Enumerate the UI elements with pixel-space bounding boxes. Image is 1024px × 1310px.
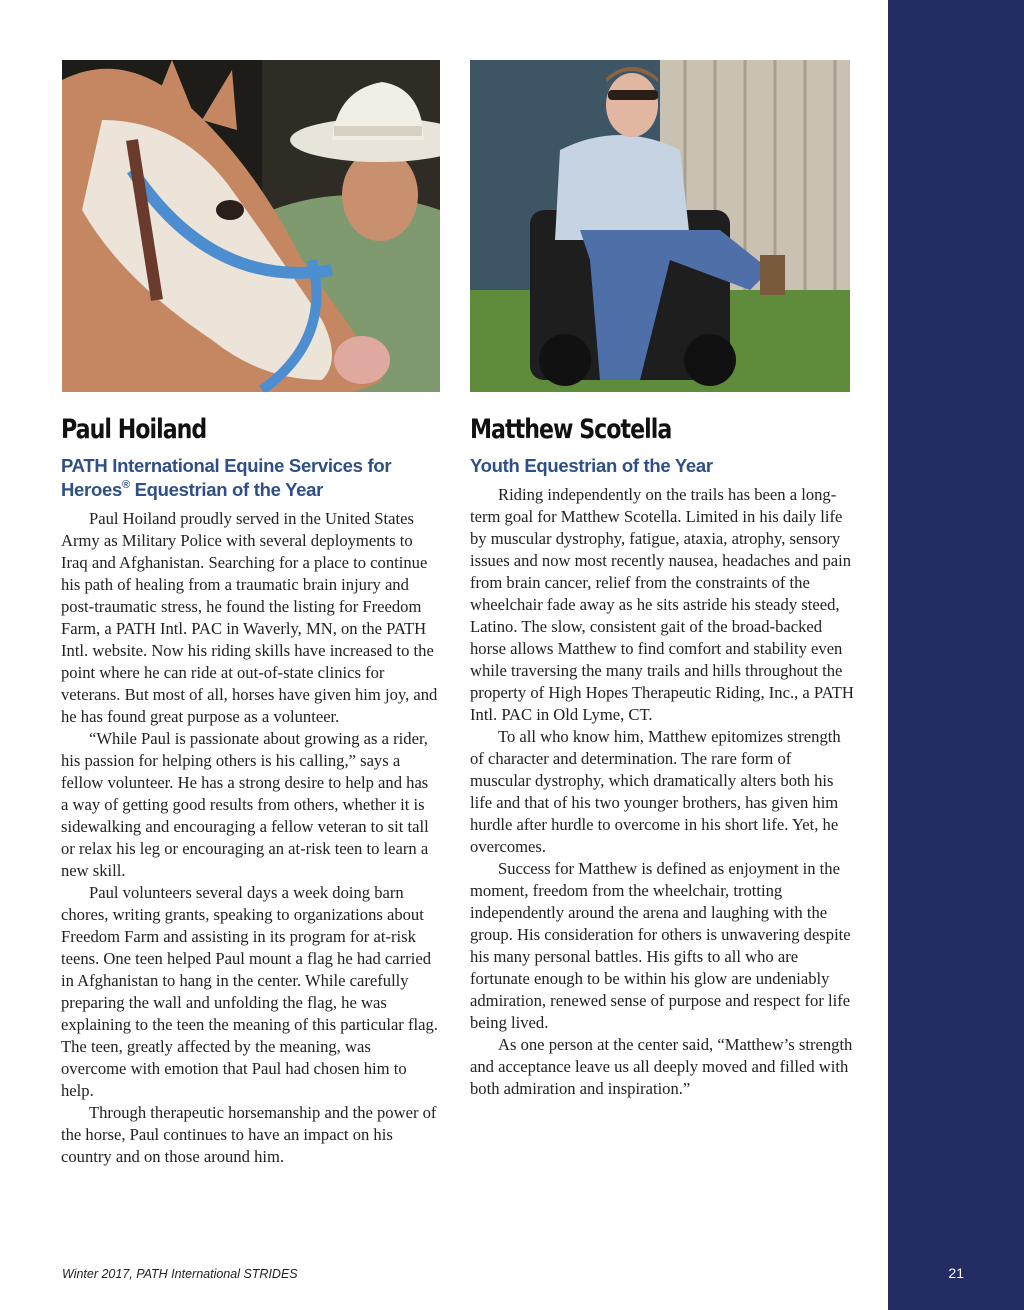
registered-mark: ®	[121, 479, 130, 491]
article-body	[61, 508, 439, 1168]
paul-hoiland-photo	[62, 60, 440, 392]
profile-name: Paul Hoiland	[61, 414, 207, 445]
profile-name: Matthew Scotella	[470, 414, 672, 445]
left-column	[61, 410, 439, 1168]
award-title: Youth Equestrian of the Year	[470, 455, 713, 476]
award-title	[61, 454, 439, 502]
award-title-line1: PATH International Equine Services for	[61, 455, 392, 476]
award-title-line2a: Heroes	[61, 479, 122, 500]
page-number: 21	[948, 1265, 964, 1281]
issue-footer: Winter 2017, PATH International STRIDES	[62, 1267, 298, 1281]
paragraph: Paul volunteers several days a week doing barn chores, writing grants, speaking to organizations about Freedom Farm and assisting in its program for at-risk teens. One teen helped Paul mount a flag he had carried in Afghanistan to hang in the center. While carefully preparing the wall and unfolding the flag, he was explaining to the teen the meaning of this particular flag. The teen, greatly affected by the meaning, was overcome with emotion that Paul had chosen him to help.	[61, 883, 438, 1100]
paragraph: Through therapeutic horsemanship and the power of the horse, Paul continues to have an impact on his country and on those around him.	[61, 1103, 437, 1166]
award-title-line2b: Equestrian of the Year	[129, 479, 323, 500]
paragraph: “While Paul is passionate about growing as a rider, his passion for helping others is his calling,” says a fellow volunteer. He has a strong desire to help and has a way of getting good results from others, whether it is sidewalking and encouraging a fellow veteran to sit tall or relax his leg or encouraging an at-risk teen to learn a new skill.	[61, 729, 429, 880]
paragraph: Success for Matthew is defined as enjoyment in the moment, freedom from the wheelchair, trotting independently around the arena and laughing with the group. His consideration for others is unwavering despite his many personal battles. His gifts to all who are fortunate enough to be within his glow are undeniably admiration, renewed sense of purpose and respect for life being lived.	[470, 859, 851, 1032]
paragraph: Paul Hoiland proudly served in the United States Army as Military Police with several deployments to Iraq and Afghanistan. Searching for a place to continue his path of healing from a traumatic brain injury and post-traumatic stress, he found the listing for Freedom Farm, a PATH Intl. PAC in Waverly, MN, on the PATH Intl. website. Now his riding skills have increased to the point where he can ride at out-of-state clinics for veterans. But most of all, horses have given him joy, and he has found great purpose as a volunteer.	[61, 509, 438, 726]
sidebar-band	[888, 0, 1024, 1310]
paragraph: As one person at the center said, “Matthew’s strength and acceptance leave us all deeply moved and filled with both admiration and inspiration.”	[470, 1035, 853, 1098]
right-column	[470, 410, 855, 1100]
matthew-scotella-photo	[470, 60, 850, 392]
paragraph: To all who know him, Matthew epitomizes strength of character and determination. The rare form of muscular dystrophy, which dramatically alters both his life and that of his two younger brothers, has given him hurdle after hurdle to overcome in his short life. Yet, he overcomes.	[470, 727, 841, 856]
article-body	[470, 484, 855, 1100]
paragraph: Riding independently on the trails has been a long-term goal for Matthew Scotella. Limited in his daily life by muscular dystrophy, fatigue, ataxia, atrophy, sensory issues and now most recently nausea, headaches and pain from brain cancer, relief from the constraints of the wheelchair fade away as he sits astride his steady steed, Latino. The slow, consistent gait of the broad-backed horse allows Matthew to find comfort and stability even while traversing the many trails and hills throughout the property of High Hopes Therapeutic Riding, Inc., a PATH Intl. PAC in Old Lyme, CT.	[470, 485, 854, 724]
